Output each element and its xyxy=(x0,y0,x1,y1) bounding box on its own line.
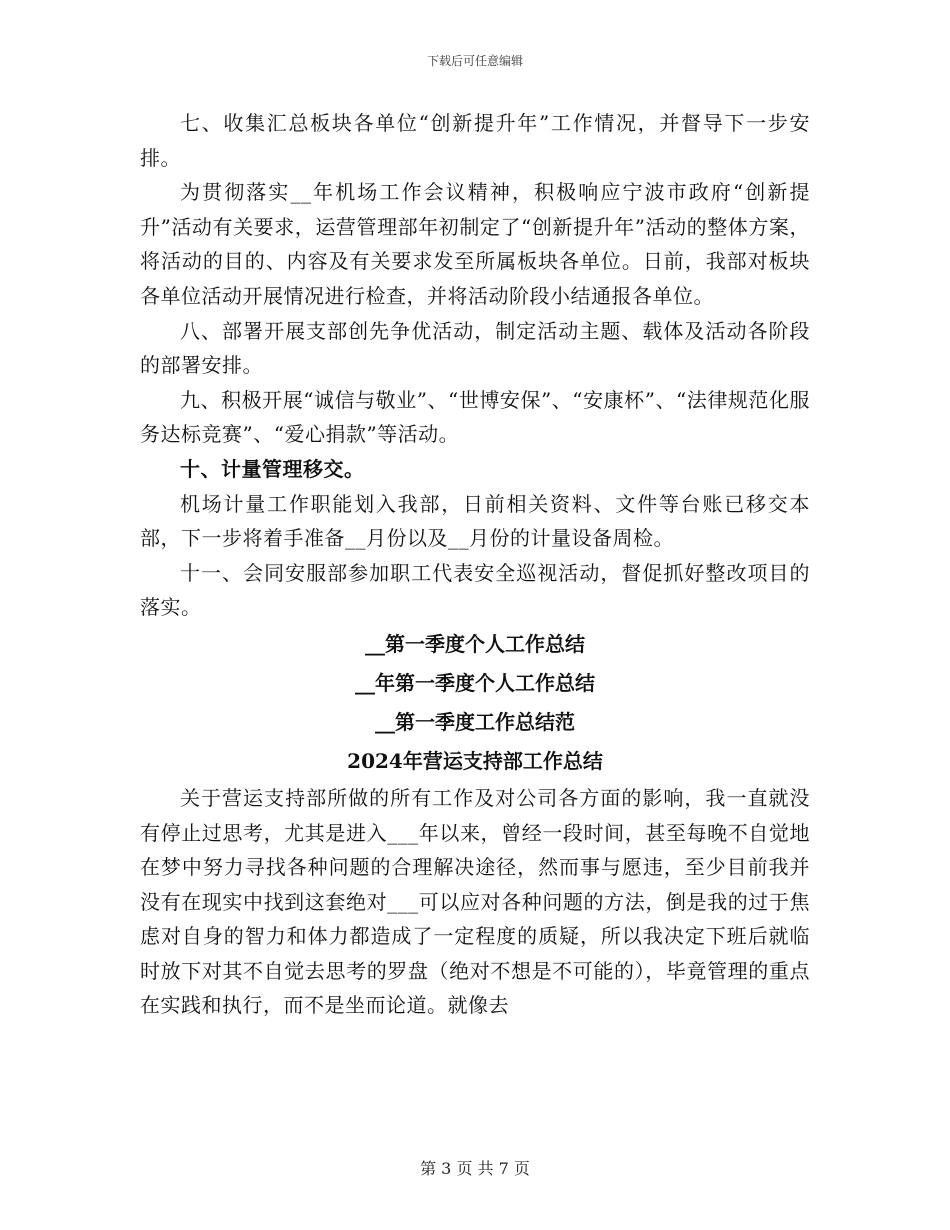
paragraph-innovation-activity: 为贯彻落实__年机场工作会议精神，积极响应宁波市政府“创新提升”活动有关要求，运营管理部年初制定了“创新提升年”活动的整体方案，将活动的目的、内容及有关要求发至所属板块各单位。日前，我部对板块各单位活动开展情况进行检查，并将活动阶段小结通报各单位。 xyxy=(140,180,810,308)
section-title-2: __年第一季度个人工作总结 xyxy=(355,670,595,695)
paragraph-operations-support: 关于营运支持部所做的所有工作及对公司各方面的影响，我一直就没有停止过思考，尤其是进入___年以来，曾经一段时间，甚至每晚不自觉地在梦中努力寻找各种问题的合理解决途径，然而事与愿违，至少目前我并没有在现实中找到这套绝对___可以应对各种问题的方法，倒是我的过于焦虑对自身的智力和体力都造成了一定程度的质疑，所以我决定下班后就临时放下对其不自觉去思考的罗盘（绝对不想是不可能的），毕竟管理的重点在实践和执行，而不是坐而论道。就像去 xyxy=(140,785,810,1018)
paragraph-item-eight: 八、部署开展支部创先争优活动，制定活动主题、载体及活动各阶段的部署安排。 xyxy=(140,318,810,378)
paragraph-item-seven: 七、收集汇总板块各单位“创新提升年”工作情况，并督导下一步安排。 xyxy=(140,111,810,170)
paragraph-item-eleven: 十一、会同安服部参加职工代表安全巡视活动，督促抓好整改项目的落实。 xyxy=(140,560,810,620)
section-title-3: __第一季度工作总结范 xyxy=(375,709,575,734)
paragraph-item-nine: 九、积极开展“诚信与敬业”、“世博安保”、“安康杯”、“法律规范化服务达标竞赛”、“爱心捐款”等活动。 xyxy=(140,387,810,447)
section-title-1: __第一季度个人工作总结 xyxy=(365,631,585,656)
page-header: 下载后可任意编辑 xyxy=(426,54,523,68)
page-footer: 第 3 页 共 7 页 xyxy=(420,1159,530,1178)
document-body xyxy=(140,106,810,1023)
section-title-4: 2024年营运支持部工作总结 xyxy=(347,748,603,773)
paragraph-item-ten-heading: 十、计量管理移交。 xyxy=(180,456,365,481)
paragraph-metering-transfer: 机场计量工作职能划入我部，日前相关资料、文件等台账已移交本部，下一步将着手准备__月份以及__月份的计量设备周检。 xyxy=(140,491,810,551)
